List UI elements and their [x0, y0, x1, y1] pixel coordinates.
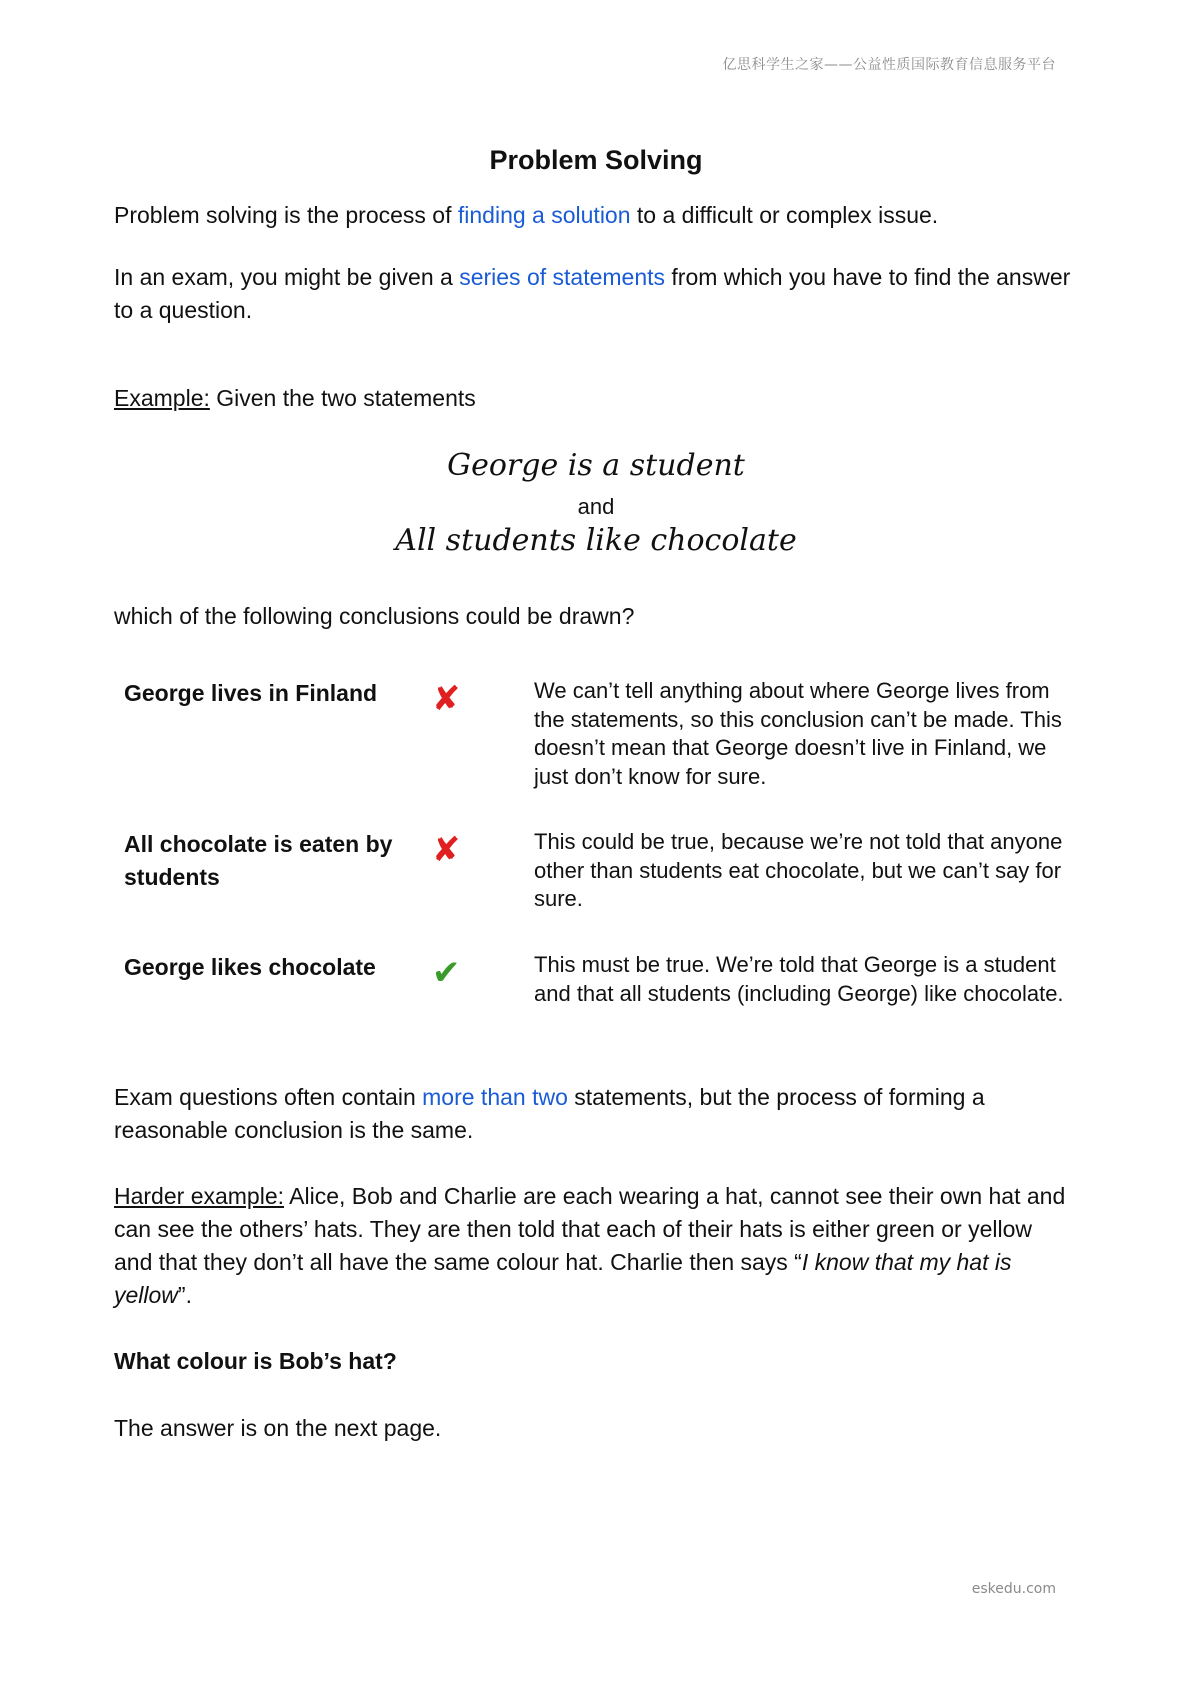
conclusion-explanation: This could be true, because we’re not told that anyone other than students eat chocolate, but we can’t say for sure.	[534, 829, 1063, 911]
header-site-note: 亿思科学生之家——公益性质国际教育信息服务平台	[722, 57, 1056, 73]
intro-text: In an exam, you might be given a	[114, 264, 460, 290]
more-than-two-link[interactable]: more than two	[422, 1084, 568, 1110]
intro-text: to a difficult or complex issue.	[630, 202, 939, 228]
finding-a-solution-link[interactable]: finding a solution	[457, 202, 631, 228]
conclusion-label: George lives in Finland	[124, 680, 378, 706]
footer-site: eskedu.com	[971, 1581, 1056, 1597]
more-statements-paragraph	[114, 1081, 1074, 1147]
example-label: Example:	[114, 385, 210, 411]
harder-example-text: Alice, Bob and Charlie are each wearing a hat, cannot see their own hat and can see the others’ hats. They are then told that each of their hats is either green or yellow and that they don’t all have the same colour hat. Charlie then says “	[114, 1183, 1066, 1275]
harder-example-paragraph	[114, 1180, 1074, 1312]
harder-example-end: ”.	[177, 1282, 192, 1308]
statement-1: George is a student	[447, 448, 745, 483]
bob-hat-question: What colour is Bob’s hat?	[114, 1348, 397, 1374]
intro-text: Problem solving is the process of	[114, 202, 458, 228]
intro-text: from which you have to find the answer to a question.	[114, 264, 1071, 323]
answer-note: The answer is on the next page.	[114, 1415, 442, 1441]
charlie-quote: I know that my hat is yellow	[114, 1249, 1012, 1308]
statement-2: All students like chocolate	[395, 523, 797, 558]
series-of-statements-link[interactable]: series of statements	[459, 264, 666, 290]
cross-mark-icon: ✘	[432, 679, 461, 719]
example-paragraph	[114, 382, 1074, 415]
cross-mark-icon: ✘	[432, 830, 461, 870]
statement-connector: and	[577, 494, 615, 519]
intro-paragraph-2	[114, 261, 1074, 327]
harder-example-label: Harder example:	[114, 1183, 285, 1209]
conclusion-explanation: This must be true. We’re told that George is a student and that all students (including George) like chocolate.	[534, 952, 1064, 1006]
example-text: Given the two statements	[209, 385, 476, 411]
more-text: statements, but the process of forming a reasonable conclusion is the same.	[114, 1084, 985, 1143]
conclusion-label: All chocolate is eaten by students	[124, 831, 393, 890]
conclusion-explanation: We can’t tell anything about where George lives from the statements, so this conclusion can’t be made. This doesn’t mean that George doesn’t live in Finland, we just don’t know for sure.	[534, 678, 1062, 789]
page-title: Problem Solving	[489, 145, 703, 175]
check-mark-icon: ✔	[432, 953, 461, 993]
more-text: Exam questions often contain	[114, 1084, 423, 1110]
conclusion-label: George likes chocolate	[124, 954, 376, 980]
intro-paragraph-1	[114, 199, 1074, 232]
example-question: which of the following conclusions could be drawn?	[114, 603, 635, 629]
